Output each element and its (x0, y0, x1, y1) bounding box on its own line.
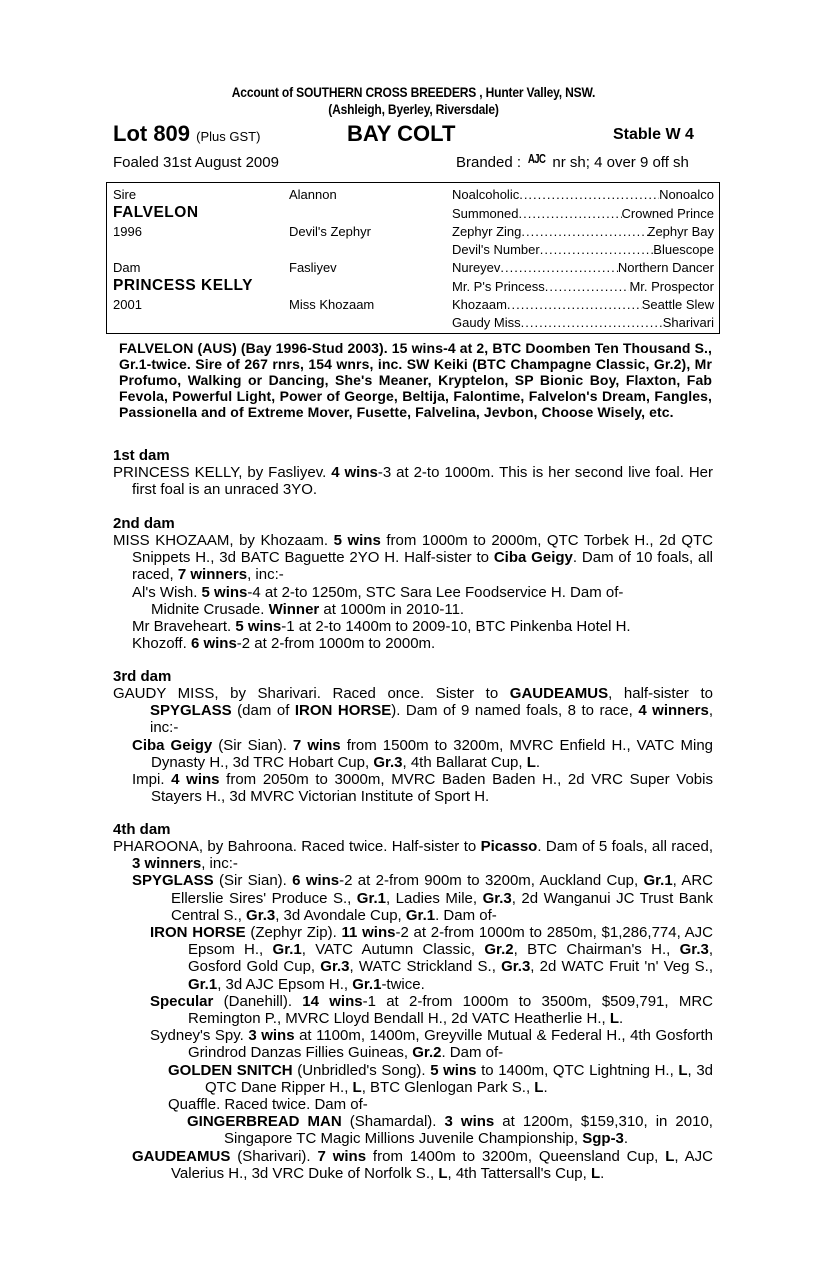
text: . (535, 753, 541, 771)
progeny-entry (132, 584, 713, 618)
sire-biography: FALVELON (AUS) (Bay 1996-Stud 2003). 15 wins-4 at 2, BTC Doomben Ten Thousand S., Gr.1-twice. Sire of 267 rnrs, 154 wnrs, inc. SW Keiki (BTC Champagne Classic, Gr.2), Mr Profumo, Walking or Dancing, She's Meaner, Kryptelon, SP Bionic Boy, Flaxton, Fab Fevola, Powerful Light, Power of George, Beltija, Falontime, Falvelon's Dream, Fangles, Passionella and of Extreme Mover, Fusette, Falvelina, Jevbon, Choose Wisely, etc. (119, 340, 712, 420)
text: from 2050m to 3000m, MVRC Baden Baden H., 2d VRC Super Vobis Stayers H., 3d MVRC Victorian Institute of Sport H. (151, 771, 713, 806)
leader-dots (507, 297, 642, 312)
text: -1 at 2-from 1000m to 3500m, $509,791, MRC Remington P., MVRC Lloyd Bendall H., 2d VATC Heatherlie H., (188, 992, 713, 1028)
bold-text: Gr.1 (356, 889, 386, 907)
bold-text: L (591, 1164, 601, 1182)
gg-left: Zephyr Zing (452, 224, 522, 239)
bold-text: Gr.3 (679, 941, 709, 959)
sire-sire: Alannon (289, 187, 337, 202)
bold-text: IRON HORSE (150, 924, 246, 942)
text: PRINCESS KELLY, by Fasliyev. (113, 464, 332, 481)
gg-right: Crowned Prince (621, 206, 714, 221)
progeny-spyglass (132, 872, 713, 924)
gg-row (452, 279, 714, 294)
bold-text: L (526, 753, 536, 771)
pedigree-table (106, 182, 720, 334)
gg-right: Zephyr Bay (647, 224, 714, 239)
text: , 4th Ballarat Cup, (402, 753, 527, 771)
dam-dam: Miss Khozaam (289, 297, 375, 312)
gg-right: Sharivari (662, 315, 714, 330)
foaling-date: Foaled 31st August 2009 (113, 154, 279, 171)
bold-text: L (534, 1078, 544, 1096)
bold-text: 4 wins (171, 771, 220, 789)
progeny-gingerbread-man (187, 1113, 713, 1147)
text: (Zephyr Zip). (245, 924, 342, 942)
section-heading: 1st dam (113, 447, 170, 464)
text: PHAROONA, by Bahroona. Raced twice. Half-sister to (113, 838, 481, 855)
text: , 4th Tattersall's Cup, (447, 1164, 591, 1182)
text: from 1500m to 3200m, MVRC Enfield H., VATC Ming Dynasty H., 3d TRC Hobart Cup, (151, 736, 714, 771)
bold-text: Gr.2 (484, 941, 514, 959)
vendor-studs-line: (Ashleigh, Byerley, Riversdale) (328, 101, 499, 117)
gg-right: Bluescope (653, 242, 714, 257)
first-dam-section (113, 447, 713, 498)
progeny-entry (132, 635, 713, 652)
gg-right: Seattle Slew (641, 297, 714, 312)
text: at 1000m in 2010-11. (319, 600, 465, 618)
bold-text: L (665, 1147, 675, 1165)
text: -4 at 2-to 1250m, STC Sara Lee Foodservice H. Dam of- (247, 583, 624, 601)
gg-left: Summoned (452, 206, 519, 221)
text: (Sir Sian). (212, 736, 293, 754)
text: . Dam of- (441, 1044, 504, 1062)
gg-row (452, 315, 714, 330)
text: . (619, 1010, 624, 1028)
text: . Dam of 10 foals, all raced, (132, 549, 713, 584)
gg-left: Nureyev (452, 260, 501, 275)
text: , half-sister to (608, 685, 714, 702)
brand-info (456, 151, 689, 171)
leader-dots (519, 187, 659, 202)
text: at 1200m, $159,310, in 2010, Singapore TC Magic Millions Juvenile Championship, (224, 1113, 713, 1148)
bold-text: Gr.3 (246, 906, 276, 924)
bold-text: 5 wins (430, 1061, 477, 1079)
text: from 1400m to 3200m, Queensland Cup, (366, 1147, 666, 1165)
progeny-sydneys-spy (150, 1027, 713, 1061)
text: Midnite Crusade. (151, 600, 269, 618)
text: -twice. (381, 975, 425, 993)
text: , 3d AJC Epsom H., (217, 975, 353, 993)
gg-right: Northern Dancer (617, 260, 714, 275)
text: , inc:- (247, 566, 284, 584)
text: at 1100m, 1400m, Greyville Mutual & Federal H., 4th Gosforth Grindrod Danzas Fillies Guineas, (188, 1027, 713, 1062)
leader-dots (540, 242, 654, 257)
text: Mr Braveheart. (132, 618, 236, 636)
fourth-dam-section (113, 821, 713, 1182)
bold-text: 7 wins (292, 736, 341, 754)
text: Quaffle. Raced twice. Dam of- (168, 1096, 368, 1114)
progeny-golden-snitch (168, 1062, 713, 1096)
bold-text: 5 wins (333, 532, 381, 549)
bold-text: 6 wins (190, 635, 237, 653)
gst-note: (Plus GST) (196, 129, 261, 144)
leader-dots (518, 206, 621, 221)
leader-dots (521, 315, 663, 330)
dam-entry (113, 838, 713, 872)
text: , BTC Glenlogan Park S., (361, 1078, 535, 1096)
branded-label: Branded : (456, 154, 522, 171)
text: Al's Wish. (132, 583, 202, 601)
text: Khozoff. (132, 635, 191, 653)
gg-left: Khozaam (452, 297, 507, 312)
leader-dots (545, 279, 630, 294)
gg-row (452, 206, 714, 221)
gg-left: Noalcoholic (452, 187, 520, 202)
gg-right: Mr. Prospector (629, 279, 714, 294)
bold-text: Gr.1 (643, 872, 673, 890)
dam-label: Dam (113, 260, 141, 275)
bold-text: IRON HORSE (294, 702, 392, 720)
bold-text: Sgp-3 (582, 1130, 624, 1148)
bold-text: Gr.1 (352, 975, 382, 993)
text: . Dam of- (435, 906, 497, 924)
sire-dam: Devil's Zephyr (289, 224, 371, 239)
dam-entry (113, 464, 713, 498)
text: MISS KHOZAAM, by Khozaam. (113, 532, 334, 549)
text: (Sir Sian). (213, 872, 293, 890)
bold-text: Winner (268, 600, 320, 618)
bold-text: L (352, 1078, 362, 1096)
gg-row (452, 224, 714, 239)
bold-text: 4 wins (331, 464, 378, 481)
text: (Shamardal). (341, 1113, 445, 1131)
horse-description: BAY COLT (347, 121, 456, 146)
text: , WATC Strickland S., (349, 958, 502, 976)
bold-text: 5 wins (201, 583, 248, 601)
gg-left: Devil's Number (452, 242, 540, 257)
bold-text: L (678, 1061, 688, 1079)
bold-text: Gr.2 (412, 1044, 442, 1062)
progeny-entry (132, 737, 713, 771)
text: Impi. (132, 771, 172, 789)
section-heading: 2nd dam (113, 515, 175, 532)
sire-name: FALVELON (113, 204, 199, 221)
dam-sire: Fasliyev (289, 260, 337, 275)
bold-text: 3 wins (444, 1113, 495, 1131)
bold-text: 3 wins (248, 1027, 295, 1045)
bold-text: Gr.1 (405, 906, 436, 924)
text: , Gosford Gold Cup, (188, 941, 713, 976)
bold-text: L (609, 1010, 620, 1028)
section-heading: 3rd dam (113, 668, 172, 685)
text: (Danehill). (213, 992, 303, 1010)
bold-text: Gr.3 (320, 958, 350, 976)
text: . Dam of 5 foals, all raced, (537, 838, 713, 855)
leader-dots (500, 260, 617, 275)
text: -1 at 2-to 1400m to 2009-10, BTC Pinkenba Hotel H. (281, 618, 631, 636)
bold-text: GAUDEAMUS (509, 685, 609, 702)
text: , inc:- (150, 702, 714, 737)
bold-text: GINGERBREAD MAN (187, 1113, 342, 1131)
bold-text: 3 winners (132, 855, 202, 873)
text: from 1000m to 2000m, QTC Torbek H., 2d QTC Snippets H., 3d BATC Baguette 2YO H. Half-sister to (132, 532, 714, 567)
bold-text: Gr.3 (482, 889, 512, 907)
bold-text: Gr.3 (501, 958, 531, 976)
gg-row (452, 242, 714, 257)
text: , 3d QTC Dane Ripper H., (205, 1061, 714, 1096)
text: , inc:- (201, 855, 238, 873)
bold-text: Specular (150, 992, 214, 1010)
progeny-gaudeamus (132, 1148, 713, 1182)
bold-text: Ciba Geigy (493, 549, 573, 567)
progeny-iron-horse (150, 924, 713, 993)
text: , ARC Ellerslie Sires' Produce S., (171, 872, 713, 907)
bold-text: Gr.1 (272, 941, 302, 959)
bold-text: Ciba Geigy (132, 736, 213, 754)
dam-entry (113, 685, 713, 737)
gg-row (452, 297, 714, 312)
stable-location: Stable W 4 (613, 126, 694, 143)
bold-text: Gr.3 (373, 753, 403, 771)
gg-row (452, 260, 714, 275)
text: -2 at 2-from 1000m to 2850m, $1,286,774, AJC Epsom H., (188, 924, 714, 959)
bold-text: Gr.1 (188, 975, 218, 993)
vendor-account-line: Account of SOUTHERN CROSS BREEDERS , Hunter Valley, NSW. (231, 84, 596, 100)
sire-label: Sire (113, 187, 137, 202)
bold-text: 6 wins (292, 872, 340, 890)
bold-text: 7 winners (177, 566, 248, 584)
gg-right: Nonoalco (659, 187, 714, 202)
text: , Ladies Mile, (385, 889, 483, 907)
bold-text: GOLDEN SNITCH (168, 1061, 293, 1079)
text: Sydney's Spy. (150, 1027, 249, 1045)
bold-text: 7 wins (317, 1147, 367, 1165)
bold-text: L (438, 1164, 448, 1182)
dam-entry (113, 532, 713, 584)
lot-number (113, 121, 260, 147)
section-heading: 4th dam (113, 821, 171, 838)
text: , 2d WATC Fruit 'n' Veg S., (530, 958, 714, 976)
text: . (543, 1078, 548, 1096)
text: -3 at 2-to 1000m. This is her second live foal. Her first foal is an unraced 3YO. (132, 464, 713, 499)
text: (Unbridled's Song). (292, 1061, 431, 1079)
text: . (600, 1164, 605, 1182)
gg-left: Gaudy Miss (452, 315, 521, 330)
bold-text: SPYGLASS (132, 872, 214, 890)
bold-text: SPYGLASS (150, 702, 232, 720)
progeny-specular (150, 993, 713, 1027)
ajc-brand-icon: AJC (528, 151, 546, 166)
dam-year: 2001 (113, 297, 142, 312)
text: . (623, 1130, 629, 1148)
third-dam-section (113, 668, 713, 805)
leader-dots (521, 224, 647, 239)
text: (dam of (231, 702, 295, 720)
text: to 1400m, QTC Lightning H., (476, 1061, 679, 1079)
bold-text: 5 wins (235, 618, 282, 636)
gg-left: Mr. P's Princess (452, 279, 545, 294)
text: -2 at 2-from 1000m to 2000m. (236, 635, 436, 653)
progeny-entry (132, 771, 713, 805)
text: , 3d Avondale Cup, (275, 906, 406, 924)
text: , VATC Autumn Classic, (301, 941, 485, 959)
bold-text: Picasso (480, 838, 538, 855)
text: , 2d Wanganui JC Trust Bank Central S., (171, 889, 713, 924)
dam-name: PRINCESS KELLY (113, 277, 253, 294)
progeny-quaffle (168, 1096, 713, 1113)
progeny-entry (132, 618, 713, 635)
text: ). Dam of 9 named foals, 8 to race, (391, 702, 639, 720)
gg-row (452, 187, 714, 202)
bold-text: 11 wins (341, 924, 396, 942)
brand-text: nr sh; 4 over 9 off sh (552, 154, 689, 171)
text: , BTC Chairman's H., (513, 941, 680, 959)
bold-text: GAUDEAMUS (132, 1147, 231, 1165)
text: GAUDY MISS, by Sharivari. Raced once. Sister to (113, 685, 510, 702)
second-dam-section (113, 515, 713, 652)
lot-label: Lot 809 (113, 121, 191, 146)
text: -2 at 2-from 900m to 3200m, Auckland Cup, (339, 872, 644, 890)
sire-year: 1996 (113, 224, 142, 239)
text: (Sharivari). (230, 1147, 318, 1165)
bold-text: 14 wins (302, 992, 363, 1010)
bold-text: 4 winners (638, 702, 709, 720)
text: , AJC Valerius H., 3d VRC Duke of Norfolk S., (171, 1147, 713, 1182)
